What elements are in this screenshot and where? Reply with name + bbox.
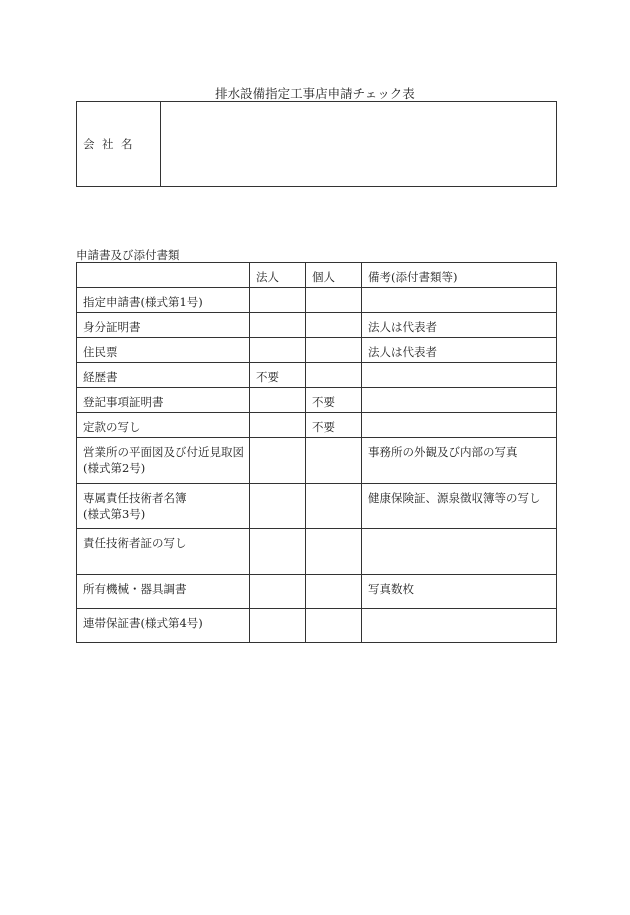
header-document <box>77 263 250 288</box>
remarks-cell: 写真数枚 <box>362 575 557 609</box>
table-row <box>77 438 557 484</box>
corporate-check-cell <box>250 388 306 413</box>
corporate-check-cell <box>250 288 306 313</box>
individual-check-cell <box>306 438 362 484</box>
remarks-cell <box>362 288 557 313</box>
remarks-cell <box>362 609 557 643</box>
document-cell: 連帯保証書(様式第4号) <box>77 609 250 643</box>
company-label-char: 名 <box>121 137 133 151</box>
document-cell: 所有機械・器具調書 <box>77 575 250 609</box>
corporate-check-cell <box>250 529 306 575</box>
document-cell: 身分証明書 <box>77 313 250 338</box>
table-row <box>77 575 557 609</box>
table-row <box>77 609 557 643</box>
corporate-check-cell <box>250 484 306 529</box>
document-cell: 登記事項証明書 <box>77 388 250 413</box>
corporate-check-cell <box>250 338 306 363</box>
individual-check-cell: 不要 <box>306 388 362 413</box>
corporate-check-cell <box>250 438 306 484</box>
corporate-check-cell <box>250 575 306 609</box>
individual-check-cell <box>306 575 362 609</box>
corporate-check-cell <box>250 413 306 438</box>
document-cell: 経歴書 <box>77 363 250 388</box>
individual-check-cell <box>306 484 362 529</box>
remarks-cell: 法人は代表者 <box>362 313 557 338</box>
table-row <box>77 288 557 313</box>
remarks-cell <box>362 363 557 388</box>
remarks-cell: 法人は代表者 <box>362 338 557 363</box>
document-cell: 専属責任技術者名簿 (様式第3号) <box>77 484 250 529</box>
company-name-table <box>76 101 557 187</box>
table-header-row <box>77 263 557 288</box>
table-row <box>77 313 557 338</box>
document-cell: 指定申請書(様式第1号) <box>77 288 250 313</box>
document-cell: 営業所の平面図及び付近見取図(様式第2号) <box>77 438 250 484</box>
section-label: 申請書及び添付書類 <box>76 248 180 262</box>
document-cell: 責任技術者証の写し <box>77 529 250 575</box>
table-row <box>77 338 557 363</box>
company-name-field[interactable] <box>161 102 557 187</box>
company-label-char: 社 <box>102 137 114 151</box>
individual-check-cell <box>306 529 362 575</box>
table-row <box>77 413 557 438</box>
remarks-cell <box>362 413 557 438</box>
document-cell: 住民票 <box>77 338 250 363</box>
header-corporate: 法人 <box>250 263 306 288</box>
table-row <box>77 363 557 388</box>
form-title: 排水設備指定工事店申請チェック表 <box>215 86 415 101</box>
individual-check-cell <box>306 313 362 338</box>
individual-check-cell <box>306 609 362 643</box>
header-remarks: 備考(添付書類等) <box>362 263 557 288</box>
corporate-check-cell <box>250 609 306 643</box>
header-individual: 個人 <box>306 263 362 288</box>
individual-check-cell: 不要 <box>306 413 362 438</box>
remarks-cell <box>362 388 557 413</box>
corporate-check-cell <box>250 313 306 338</box>
company-label-char: 会 <box>83 137 95 151</box>
individual-check-cell <box>306 288 362 313</box>
table-row <box>77 484 557 529</box>
individual-check-cell <box>306 338 362 363</box>
table-row <box>77 388 557 413</box>
remarks-cell <box>362 529 557 575</box>
company-name-label <box>77 102 161 187</box>
remarks-cell: 事務所の外観及び内部の写真 <box>362 438 557 484</box>
remarks-cell: 健康保険証、源泉徴収簿等の写し <box>362 484 557 529</box>
corporate-check-cell: 不要 <box>250 363 306 388</box>
document-cell: 定款の写し <box>77 413 250 438</box>
individual-check-cell <box>306 363 362 388</box>
documents-table <box>76 262 557 643</box>
table-row <box>77 529 557 575</box>
